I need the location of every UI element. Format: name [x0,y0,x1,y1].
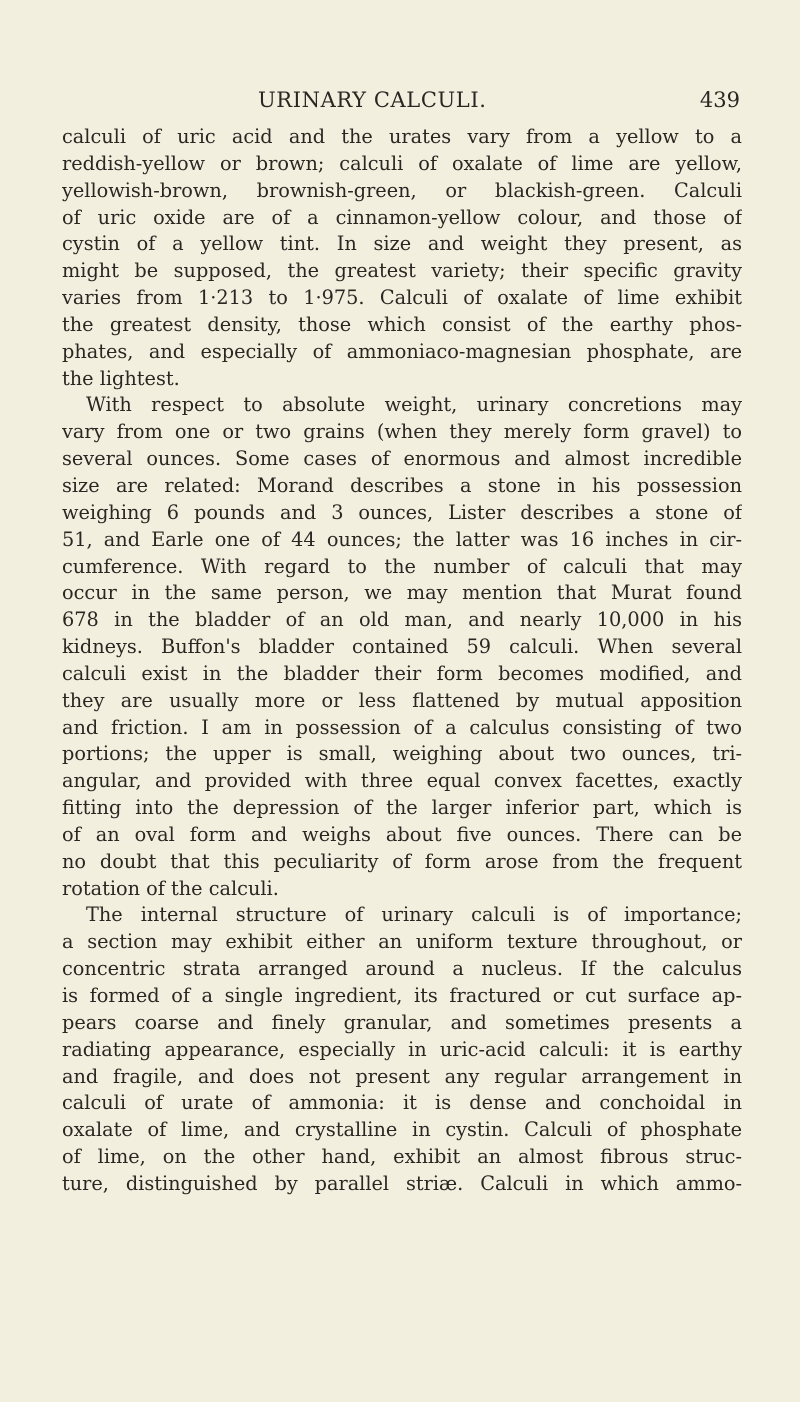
text-line: and friction. I am in possession of a calculus consisting of two [62,715,742,739]
text-line: kidneys. Buffon's bladder contained 59 calculi. When several [62,635,742,659]
text-line: cystin of a yellow tint. In size and weight they present, as [62,232,742,256]
text-line: cumference. With regard to the number of calculi that may [62,554,742,578]
text-line: 678 in the bladder of an old man, and nearly 10,000 in his [62,608,742,632]
text-line: occur in the same person, we may mention that Murat found [62,581,742,605]
running-title: URINARY CALCULI. [258,88,487,112]
text-line: no doubt that this peculiarity of form arose from the frequent [62,849,742,873]
text-line: might be supposed, the greatest variety; their specific gravity [62,259,742,283]
text-line: 51, and Earle one of 44 ounces; the latter was 16 inches in cir- [62,527,742,551]
text-line: calculi of uric acid and the urates vary from a yellow to a [62,125,742,148]
text-line: The internal structure of urinary calculi is of importance; [86,903,742,927]
text-line: yellowish-brown, brownish-green, or blackish-green. Calculi [62,178,742,202]
text-line: fitting into the depression of the larger inferior part, which is [62,796,742,820]
text-line: of an oval form and weighs about five ounces. There can be [62,822,742,846]
text-line: is formed of a single ingredient, its fractured or cut surface ap- [62,984,742,1007]
text-line: varies from 1·213 to 1·975. Calculi of oxalate of lime exhibit [62,286,742,310]
body-text [62,124,742,1198]
text-line: phates, and especially of ammoniaco-magnesian phosphate, are [62,339,742,363]
text-line: angular, and provided with three equal convex facettes, exactly [62,769,742,793]
text-line: vary from one or two grains (when they merely form gravel) to [62,420,742,444]
text-line: radiating appearance, especially in uric-acid calculi: it is earthy [62,1037,742,1061]
text-line: the lightest. [62,366,180,390]
text-line: portions; the upper is small, weighing about two ounces, tri- [62,742,742,766]
text-line: rotation of the calculi. [62,876,279,900]
page-number: 439 [699,88,740,112]
text-line: calculi exist in the bladder their form becomes modified, and [62,661,742,685]
text-line: the greatest density, those which consist of the earthy phos- [62,312,742,336]
text-line: oxalate of lime, and crystalline in cystin. Calculi of phosphate [62,1118,742,1142]
text-line: a section may exhibit either an uniform texture throughout, or [62,930,742,954]
text-line: ture, distinguished by parallel striæ. Calculi in which ammo- [62,1171,742,1195]
text-line: reddish-yellow or brown; calculi of oxalate of lime are yellow, [62,151,742,175]
text-line: and fragile, and does not present any regular arrangement in [62,1064,742,1088]
text-line: they are usually more or less flattened by mutual apposition [62,688,742,712]
text-line: size are related: Morand describes a stone in his possession [62,473,742,497]
text-line: With respect to absolute weight, urinary concretions may [86,393,742,417]
text-line: several ounces. Some cases of enormous and almost incredible [62,447,742,471]
text-line: concentric strata arranged around a nucleus. If the calculus [62,957,742,981]
text-line: weighing 6 pounds and 3 ounces, Lister describes a stone of [62,500,742,524]
running-head [0,88,800,118]
text-line: calculi of urate of ammonia: it is dense and conchoidal in [62,1091,742,1115]
text-line: pears coarse and finely granular, and sometimes presents a [62,1010,742,1034]
text-line: of uric oxide are of a cinnamon-yellow colour, and those of [62,205,742,229]
text-line: of lime, on the other hand, exhibit an almost fibrous struc- [62,1145,742,1169]
